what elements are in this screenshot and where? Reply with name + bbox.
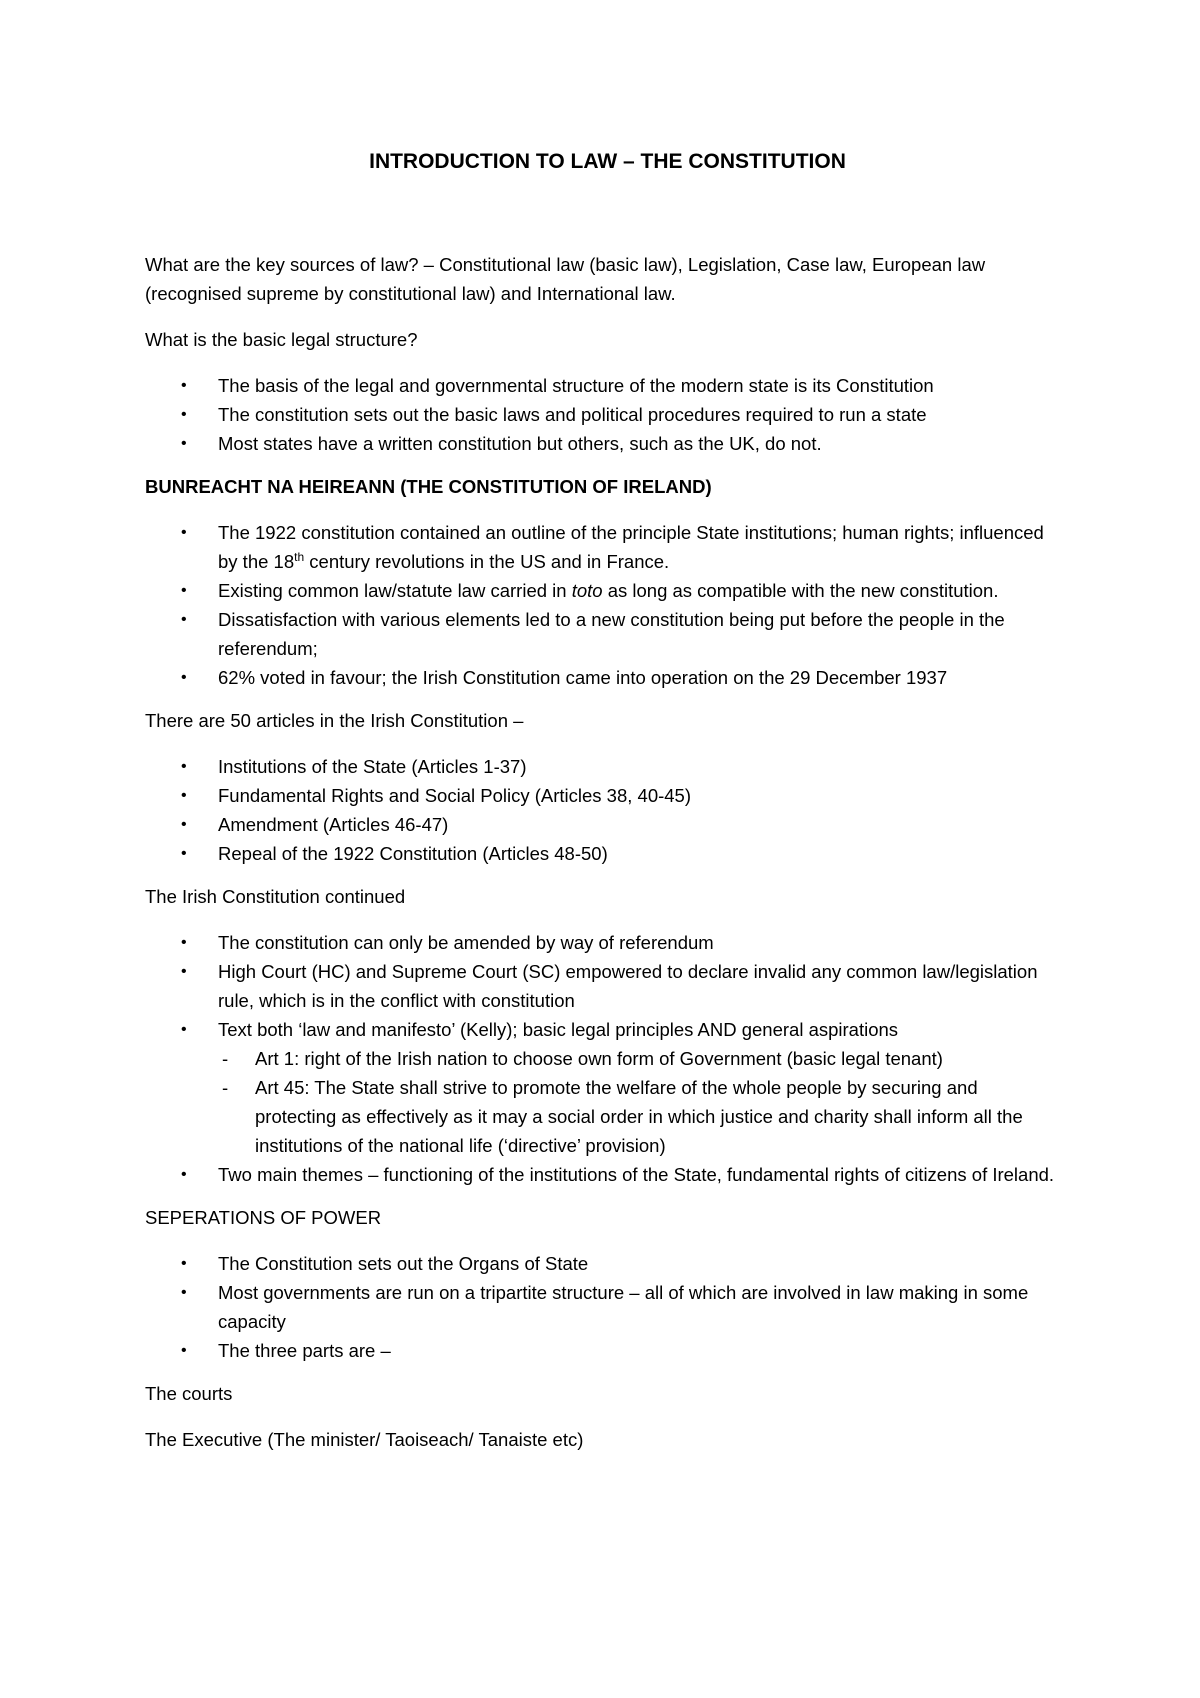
bullet-icon: • [181, 1284, 187, 1301]
separation-heading: SEPERATIONS OF POWER [145, 1207, 382, 1228]
bullet-icon: • [181, 1166, 187, 1183]
list-item: • Dissatisfaction with various elements led to a new constitution being put before the people in the referendum; [145, 605, 1060, 663]
list-item: • High Court (HC) and Supreme Court (SC) empowered to declare invalid any common law/legislation rule, which is in the conflict with constitution [145, 957, 1060, 1015]
bullet-icon: • [181, 758, 187, 775]
list-item: • The 1922 constitution contained an outline of the principle State institutions; human rights; influenced by the 18th century revolutions in the US and in France. [145, 518, 1060, 576]
continued-list [145, 928, 1060, 1189]
list-item: • Most states have a written constitution but others, such as the UK, do not. [145, 429, 1060, 458]
sublist-item: - Art 1: right of the Irish nation to choose own form of Government (basic legal tenant) [218, 1044, 1060, 1073]
bullet-icon: • [181, 611, 187, 628]
bullet-icon: • [181, 1021, 187, 1038]
dash-icon: - [222, 1048, 229, 1069]
article-sublist [218, 1044, 1060, 1160]
list-item: • The constitution sets out the basic laws and political procedures required to run a state [145, 400, 1060, 429]
list-item: • Fundamental Rights and Social Policy (Articles 38, 40-45) [145, 781, 1060, 810]
articles-intro: There are 50 articles in the Irish Constitution – [145, 710, 524, 731]
bullet-icon: • [181, 377, 187, 394]
bullet-icon: • [181, 1342, 187, 1359]
bullet-icon: • [181, 1255, 187, 1272]
executive-line: The Executive (The minister/ Taoiseach/ Tanaiste etc) [145, 1429, 584, 1450]
continued-heading: The Irish Constitution continued [145, 886, 406, 907]
bullet-icon: • [181, 934, 187, 951]
bullet-icon: • [181, 816, 187, 833]
list-item: • The Constitution sets out the Organs of State [145, 1249, 1060, 1278]
bullet-icon: • [181, 669, 187, 686]
bullet-icon: • [181, 787, 187, 804]
list-item: • Institutions of the State (Articles 1-37) [145, 752, 1060, 781]
structure-list [145, 371, 1060, 458]
sublist-item: - Art 45: The State shall strive to promote the welfare of the whole people by securing and protecting as effectively as it may a social order in which justice and charity shall inform all the institutions of the national life (‘directive’ provision) [218, 1073, 1060, 1160]
bunreacht-heading: BUNREACHT NA HEIREANN (THE CONSTITUTION OF IRELAND) [145, 476, 712, 497]
list-item: • Most governments are run on a tripartite structure – all of which are involved in law making in some capacity [145, 1278, 1060, 1336]
bullet-icon: • [181, 845, 187, 862]
separation-list [145, 1249, 1060, 1365]
document-title: INTRODUCTION TO LAW – THE CONSTITUTION [369, 150, 846, 173]
intro-paragraph: What are the key sources of law? – Constitutional law (basic law), Legislation, Case law, European law (recognised supreme by constitutional law) and International law. [145, 254, 986, 304]
list-item: • Existing common law/statute law carried in toto as long as compatible with the new constitution. [145, 576, 1060, 605]
bunreacht-list [145, 518, 1060, 692]
list-item: • Amendment (Articles 46-47) [145, 810, 1060, 839]
list-item: • 62% voted in favour; the Irish Constitution came into operation on the 29 December 1937 [145, 663, 1060, 692]
dash-icon: - [222, 1077, 229, 1098]
list-item: • Text both ‘law and manifesto’ (Kelly); basic legal principles AND general aspirations - Art 1: right of the Irish nation to choose own form of Government (basic legal tenant) - Art 45: The State shall strive to promote the welfare of the whole people by securing and protecting as effectively as it may a social order in which justice and charity shall inform all the institutions of the national life (‘directive’ provision) [145, 1015, 1060, 1160]
courts-line: The courts [145, 1383, 233, 1404]
bullet-icon: • [181, 406, 187, 423]
bullet-icon: • [181, 963, 187, 980]
list-item: • Two main themes – functioning of the institutions of the State, fundamental rights of citizens of Ireland. [145, 1160, 1060, 1189]
list-item: • The basis of the legal and governmental structure of the modern state is its Constitution [145, 371, 1060, 400]
articles-list [145, 752, 1060, 868]
list-item: • The three parts are – [145, 1336, 1060, 1365]
list-item: • Repeal of the 1922 Constitution (Articles 48-50) [145, 839, 1060, 868]
bullet-icon: • [181, 435, 187, 452]
structure-question: What is the basic legal structure? [145, 329, 418, 350]
list-item: • The constitution can only be amended by way of referendum [145, 928, 1060, 957]
bullet-icon: • [181, 524, 187, 541]
bullet-icon: • [181, 582, 187, 599]
